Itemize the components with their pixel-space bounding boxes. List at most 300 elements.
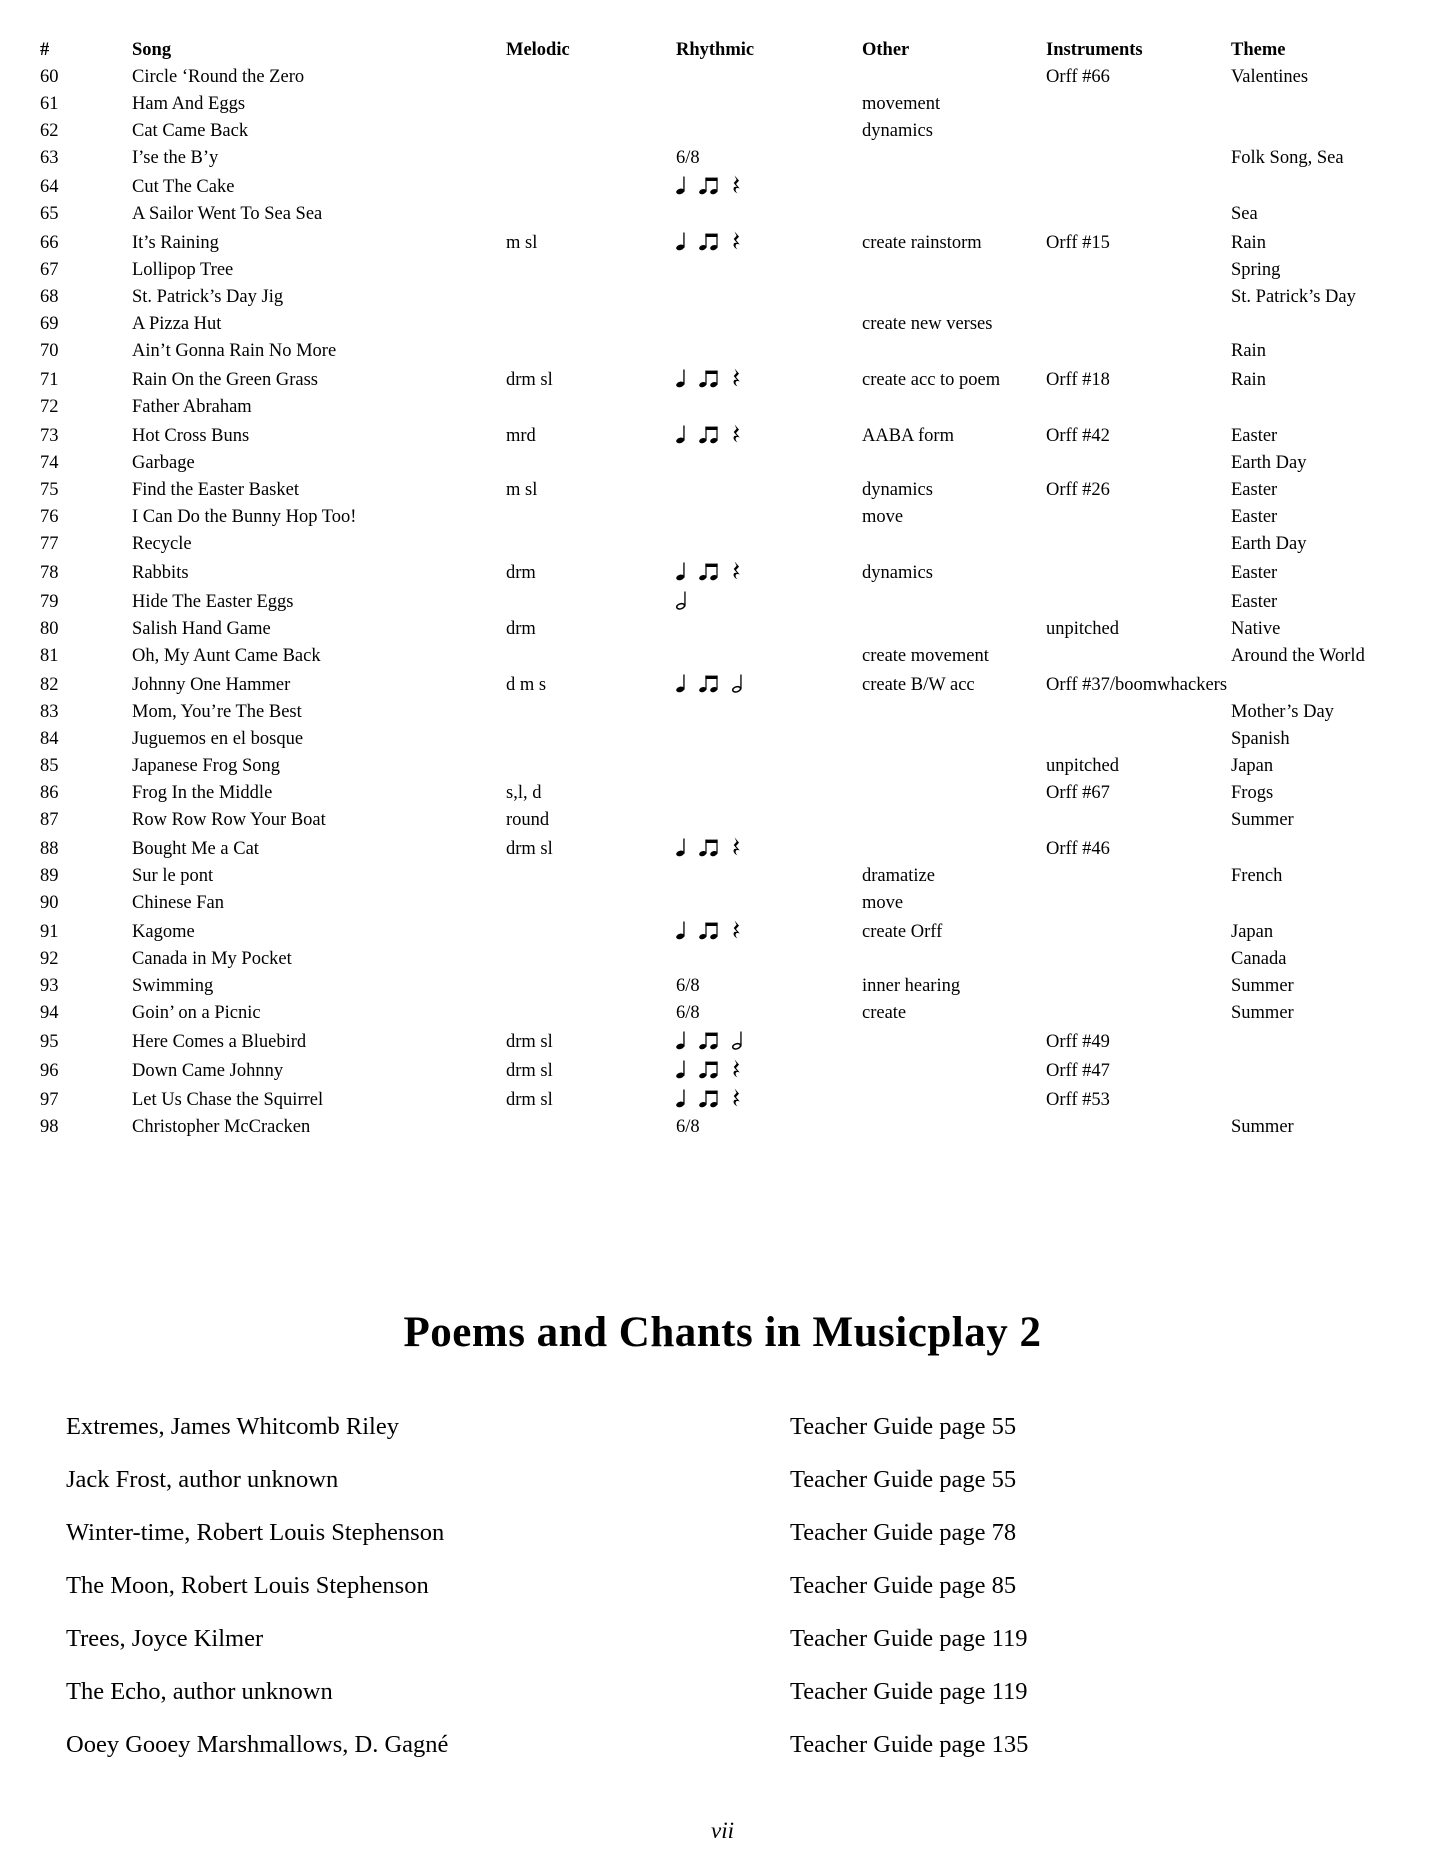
cell-melodic xyxy=(506,753,676,780)
cell-num: 84 xyxy=(40,729,59,749)
cell-melodic: drm sl xyxy=(506,1090,553,1110)
cell-instruments xyxy=(1046,587,1231,616)
cell-song: Rabbits xyxy=(132,563,189,583)
poem-name: Jack Frost, author unknown xyxy=(66,1466,339,1493)
cell-theme xyxy=(1231,834,1445,863)
cell-num: 87 xyxy=(40,810,59,830)
cell-theme: Easter xyxy=(1231,426,1278,446)
cell-num: 88 xyxy=(40,839,59,859)
table-row xyxy=(40,780,1445,807)
cell-other: create new verses xyxy=(862,314,993,334)
eighth-pair-icon xyxy=(699,1088,719,1108)
cell-theme: Sea xyxy=(1231,204,1258,224)
cell-song: Juguemos en el bosque xyxy=(132,729,304,749)
table-row xyxy=(40,643,1445,670)
cell-other: inner hearing xyxy=(862,976,961,996)
cell-other xyxy=(862,394,1046,421)
cell-melodic xyxy=(506,118,676,145)
cell-instruments xyxy=(1046,946,1231,973)
table-row xyxy=(40,64,1445,91)
cell-other: dramatize xyxy=(862,866,935,886)
cell-instruments xyxy=(1046,504,1231,531)
cell-rhythm xyxy=(676,531,862,558)
cell-num: 90 xyxy=(40,893,59,913)
half-note-icon xyxy=(732,1030,743,1050)
cell-num: 96 xyxy=(40,1061,59,1081)
table-row xyxy=(40,616,1445,643)
cell-num: 91 xyxy=(40,922,59,942)
cell-other xyxy=(862,64,1046,91)
cell-song: I Can Do the Bunny Hop Too! xyxy=(132,507,357,527)
cell-song: Father Abraham xyxy=(132,397,252,417)
cell-other xyxy=(862,1056,1046,1085)
cell-rhythm xyxy=(676,338,862,365)
cell-melodic: drm xyxy=(506,619,536,639)
cell-theme: Earth Day xyxy=(1231,534,1307,554)
cell-song: Johnny One Hammer xyxy=(132,675,291,695)
table-row xyxy=(40,311,1445,338)
cell-num: 81 xyxy=(40,646,59,666)
cell-melodic: mrd xyxy=(506,426,536,446)
rhythm-notation xyxy=(676,673,743,693)
cell-song: Swimming xyxy=(132,976,214,996)
cell-song: Recycle xyxy=(132,534,192,554)
cell-other xyxy=(862,780,1046,807)
quarter-note-icon xyxy=(676,368,686,388)
poem-page-ref: Teacher Guide page 119 xyxy=(790,1678,1028,1705)
quarter-note-icon xyxy=(676,1059,686,1079)
cell-num: 63 xyxy=(40,148,59,168)
cell-rhythm xyxy=(676,1085,862,1114)
poem-page-ref: Teacher Guide page 119 xyxy=(790,1625,1028,1652)
cell-rhythm xyxy=(676,1000,862,1027)
cell-num: 86 xyxy=(40,783,59,803)
poem-name: Trees, Joyce Kilmer xyxy=(66,1625,264,1652)
cell-theme xyxy=(1231,394,1445,421)
time-signature: 6/8 xyxy=(676,1003,700,1023)
poem-item xyxy=(0,1559,1445,1612)
cell-song: It’s Raining xyxy=(132,233,219,253)
eighth-pair-icon xyxy=(699,1030,719,1050)
half-note-icon xyxy=(676,590,687,610)
cell-other: create B/W acc xyxy=(862,675,975,695)
cell-rhythm xyxy=(676,311,862,338)
cell-theme: Easter xyxy=(1231,507,1278,527)
rhythm-notation xyxy=(676,837,741,857)
cell-instruments xyxy=(1046,1000,1231,1027)
table-row xyxy=(40,1027,1445,1056)
cell-rhythm xyxy=(676,834,862,863)
cell-instruments: Orff #53 xyxy=(1046,1090,1110,1110)
quarter-rest-icon xyxy=(732,175,741,195)
cell-song: Lollipop Tree xyxy=(132,260,234,280)
cell-rhythm xyxy=(676,450,862,477)
cell-theme: Summer xyxy=(1231,810,1294,830)
poem-item xyxy=(0,1506,1445,1559)
poem-name: Extremes, James Whitcomb Riley xyxy=(66,1413,399,1440)
poems-section-title: Poems and Chants in Musicplay 2 xyxy=(403,1309,1042,1356)
cell-song: Japanese Frog Song xyxy=(132,756,280,776)
cell-theme: Native xyxy=(1231,619,1281,639)
cell-theme: Japan xyxy=(1231,756,1274,776)
cell-instruments xyxy=(1046,726,1231,753)
cell-other xyxy=(862,753,1046,780)
eighth-pair-icon xyxy=(699,673,719,693)
cell-num: 70 xyxy=(40,341,59,361)
table-row xyxy=(40,670,1445,699)
half-note-icon xyxy=(732,673,743,693)
time-signature: 6/8 xyxy=(676,976,700,996)
table-row xyxy=(40,917,1445,946)
poem-page-ref: Teacher Guide page 55 xyxy=(790,1413,1017,1440)
column-header-rhythmic: Rhythmic xyxy=(676,40,755,60)
rhythm-notation xyxy=(676,1030,743,1050)
column-header-theme: Theme xyxy=(1231,40,1286,60)
cell-instruments xyxy=(1046,201,1231,228)
cell-num: 92 xyxy=(40,949,59,969)
cell-instruments: Orff #18 xyxy=(1046,370,1110,390)
column-header-num: # xyxy=(40,40,50,60)
cell-theme: Easter xyxy=(1231,563,1278,583)
table-row xyxy=(40,394,1445,421)
cell-instruments: Orff #42 xyxy=(1046,426,1110,446)
cell-instruments xyxy=(1046,257,1231,284)
page-number: vii xyxy=(711,1818,734,1843)
cell-num: 95 xyxy=(40,1032,59,1052)
cell-song: Chinese Fan xyxy=(132,893,224,913)
table-row xyxy=(40,284,1445,311)
cell-theme xyxy=(1231,311,1445,338)
cell-theme: French xyxy=(1231,866,1283,886)
cell-rhythm xyxy=(676,1114,862,1141)
cell-rhythm xyxy=(676,973,862,1000)
column-header-song: Song xyxy=(132,40,172,60)
cell-melodic xyxy=(506,726,676,753)
cell-instruments xyxy=(1046,450,1231,477)
cell-rhythm xyxy=(676,753,862,780)
table-row xyxy=(40,1056,1445,1085)
cell-num: 97 xyxy=(40,1090,59,1110)
poem-name: Winter-time, Robert Louis Stephenson xyxy=(66,1519,445,1546)
cell-song: Christopher McCracken xyxy=(132,1117,311,1137)
cell-other xyxy=(862,587,1046,616)
column-header-melodic: Melodic xyxy=(506,40,570,60)
table-row xyxy=(40,587,1445,616)
cell-other xyxy=(862,1085,1046,1114)
cell-theme: Frogs xyxy=(1231,783,1274,803)
rhythm-notation xyxy=(676,368,741,388)
rhythm-notation xyxy=(676,424,741,444)
cell-rhythm xyxy=(676,616,862,643)
cell-rhythm xyxy=(676,477,862,504)
eighth-pair-icon xyxy=(699,175,719,195)
cell-rhythm xyxy=(676,807,862,834)
rhythm-notation xyxy=(676,1003,700,1030)
cell-instruments: Orff #37/boomwhackers xyxy=(1046,675,1228,695)
cell-instruments: Orff #49 xyxy=(1046,1032,1110,1052)
cell-song: Find the Easter Basket xyxy=(132,480,299,500)
quarter-rest-icon xyxy=(732,424,741,444)
cell-rhythm xyxy=(676,726,862,753)
cell-num: 80 xyxy=(40,619,59,639)
poem-page-ref: Teacher Guide page 135 xyxy=(790,1731,1029,1758)
cell-num: 60 xyxy=(40,67,59,87)
rhythm-notation xyxy=(676,231,741,251)
rhythm-notation xyxy=(676,1059,741,1079)
cell-instruments xyxy=(1046,917,1231,946)
table-row xyxy=(40,228,1445,257)
cell-num: 83 xyxy=(40,702,59,722)
cell-instruments xyxy=(1046,890,1231,917)
cell-theme: Summer xyxy=(1231,1003,1294,1023)
cell-num: 89 xyxy=(40,866,59,886)
cell-melodic xyxy=(506,284,676,311)
cell-melodic xyxy=(506,338,676,365)
cell-instruments: Orff #66 xyxy=(1046,67,1110,87)
cell-num: 66 xyxy=(40,233,59,253)
cell-song: Cat Came Back xyxy=(132,121,249,141)
table-row xyxy=(40,699,1445,726)
cell-other xyxy=(862,1027,1046,1056)
cell-instruments: Orff #15 xyxy=(1046,233,1110,253)
cell-other xyxy=(862,450,1046,477)
cell-melodic xyxy=(506,257,676,284)
cell-melodic xyxy=(506,643,676,670)
table-row xyxy=(40,753,1445,780)
cell-melodic xyxy=(506,863,676,890)
cell-num: 72 xyxy=(40,397,59,417)
cell-song: Sur le pont xyxy=(132,866,214,886)
cell-instruments xyxy=(1046,118,1231,145)
cell-song: Row Row Row Your Boat xyxy=(132,810,326,830)
cell-rhythm xyxy=(676,1027,862,1056)
quarter-rest-icon xyxy=(732,920,741,940)
quarter-rest-icon xyxy=(732,231,741,251)
cell-song: Circle ‘Round the Zero xyxy=(132,67,305,87)
cell-song: Frog In the Middle xyxy=(132,783,273,803)
cell-other: create rainstorm xyxy=(862,233,982,253)
cell-rhythm xyxy=(676,1056,862,1085)
cell-other xyxy=(862,834,1046,863)
cell-rhythm xyxy=(676,228,862,257)
cell-melodic xyxy=(506,699,676,726)
cell-other xyxy=(862,201,1046,228)
cell-rhythm xyxy=(676,257,862,284)
rhythm-notation xyxy=(676,1088,741,1108)
cell-song: I’se the B’y xyxy=(132,148,219,168)
cell-song: Ain’t Gonna Rain No More xyxy=(132,341,337,361)
cell-theme xyxy=(1231,172,1445,201)
cell-melodic xyxy=(506,172,676,201)
cell-other: create movement xyxy=(862,646,989,666)
cell-instruments: unpitched xyxy=(1046,756,1119,776)
cell-num: 76 xyxy=(40,507,59,527)
cell-melodic xyxy=(506,1114,676,1141)
cell-melodic xyxy=(506,64,676,91)
cell-num: 93 xyxy=(40,976,59,996)
quarter-rest-icon xyxy=(732,368,741,388)
quarter-note-icon xyxy=(676,1030,686,1050)
cell-num: 98 xyxy=(40,1117,59,1137)
cell-instruments xyxy=(1046,91,1231,118)
cell-num: 62 xyxy=(40,121,59,141)
cell-num: 94 xyxy=(40,1003,59,1023)
cell-melodic xyxy=(506,1000,676,1027)
cell-song: Rain On the Green Grass xyxy=(132,370,318,390)
quarter-note-icon xyxy=(676,424,686,444)
cell-song: Let Us Chase the Squirrel xyxy=(132,1090,324,1110)
cell-melodic xyxy=(506,450,676,477)
cell-instruments xyxy=(1046,863,1231,890)
eighth-pair-icon xyxy=(699,368,719,388)
cell-instruments: Orff #67 xyxy=(1046,783,1110,803)
cell-rhythm xyxy=(676,863,862,890)
cell-other xyxy=(862,946,1046,973)
cell-theme: Easter xyxy=(1231,480,1278,500)
table-row xyxy=(40,91,1445,118)
cell-theme xyxy=(1231,1085,1445,1114)
table-row xyxy=(40,421,1445,450)
cell-theme: Summer xyxy=(1231,1117,1294,1137)
cell-melodic xyxy=(506,973,676,1000)
table-row xyxy=(40,338,1445,365)
cell-theme: Rain xyxy=(1231,233,1266,253)
cell-rhythm xyxy=(676,284,862,311)
song-index-table xyxy=(40,37,1445,1141)
poem-item xyxy=(0,1453,1445,1506)
quarter-rest-icon xyxy=(732,837,741,857)
poem-name: Ooey Gooey Marshmallows, D. Gagné xyxy=(66,1731,449,1758)
cell-instruments: unpitched xyxy=(1046,619,1119,639)
cell-other: create xyxy=(862,1003,907,1023)
cell-melodic xyxy=(506,890,676,917)
cell-other xyxy=(862,1114,1046,1141)
cell-instruments xyxy=(1046,558,1231,587)
time-signature: 6/8 xyxy=(676,1117,700,1137)
poem-item xyxy=(0,1718,1445,1771)
cell-theme xyxy=(1231,890,1445,917)
cell-instruments xyxy=(1046,531,1231,558)
cell-instruments xyxy=(1046,284,1231,311)
quarter-note-icon xyxy=(676,231,686,251)
rhythm-notation xyxy=(676,148,700,175)
cell-rhythm xyxy=(676,780,862,807)
poem-list xyxy=(0,1400,1445,1771)
table-row xyxy=(40,450,1445,477)
quarter-note-icon xyxy=(676,837,686,857)
cell-song: St. Patrick’s Day Jig xyxy=(132,287,284,307)
eighth-pair-icon xyxy=(699,424,719,444)
table-row xyxy=(40,531,1445,558)
quarter-rest-icon xyxy=(732,561,741,581)
cell-num: 77 xyxy=(40,534,59,554)
table-row xyxy=(40,890,1445,917)
cell-instruments xyxy=(1046,338,1231,365)
cell-theme: Earth Day xyxy=(1231,453,1307,473)
cell-song: Cut The Cake xyxy=(132,177,235,197)
cell-theme xyxy=(1231,91,1445,118)
eighth-pair-icon xyxy=(699,1059,719,1079)
cell-instruments xyxy=(1046,699,1231,726)
cell-instruments xyxy=(1046,145,1231,172)
cell-num: 75 xyxy=(40,480,59,500)
eighth-pair-icon xyxy=(699,231,719,251)
cell-rhythm xyxy=(676,64,862,91)
cell-song: Mom, You’re The Best xyxy=(132,702,302,722)
cell-other: move xyxy=(862,507,904,527)
cell-melodic: d m s xyxy=(506,675,547,695)
cell-num: 68 xyxy=(40,287,59,307)
table-row xyxy=(40,257,1445,284)
cell-instruments xyxy=(1046,394,1231,421)
table-row xyxy=(40,365,1445,394)
column-header-other: Other xyxy=(862,40,910,60)
cell-num: 79 xyxy=(40,592,59,612)
cell-instruments xyxy=(1046,311,1231,338)
cell-melodic xyxy=(506,917,676,946)
song-index-table-body xyxy=(40,64,1445,1141)
eighth-pair-icon xyxy=(699,561,719,581)
table-row xyxy=(40,558,1445,587)
cell-other xyxy=(862,616,1046,643)
cell-melodic xyxy=(506,145,676,172)
cell-num: 71 xyxy=(40,370,59,390)
rhythm-notation xyxy=(676,1117,700,1144)
cell-rhythm xyxy=(676,587,862,616)
cell-song: Goin’ on a Picnic xyxy=(132,1003,261,1023)
cell-melodic: s,l, d xyxy=(506,783,542,803)
cell-other xyxy=(862,172,1046,201)
header-row xyxy=(40,37,1445,64)
cell-rhythm xyxy=(676,365,862,394)
cell-num: 64 xyxy=(40,177,59,197)
cell-theme: Around the World xyxy=(1231,646,1365,666)
cell-theme: Folk Song, Sea xyxy=(1231,148,1344,168)
table-row xyxy=(40,172,1445,201)
cell-melodic: drm sl xyxy=(506,370,553,390)
cell-theme: St. Patrick’s Day xyxy=(1231,287,1356,307)
cell-song: A Pizza Hut xyxy=(132,314,222,334)
cell-song: A Sailor Went To Sea Sea xyxy=(132,204,323,224)
rhythm-notation xyxy=(676,561,741,581)
cell-num: 69 xyxy=(40,314,59,334)
cell-melodic: m sl xyxy=(506,233,538,253)
cell-other xyxy=(862,726,1046,753)
song-index-table-header xyxy=(40,37,1445,64)
cell-theme: Mother’s Day xyxy=(1231,702,1334,722)
cell-rhythm xyxy=(676,145,862,172)
cell-theme: Valentines xyxy=(1231,67,1309,87)
poem-item xyxy=(0,1612,1445,1665)
quarter-note-icon xyxy=(676,1088,686,1108)
table-row xyxy=(40,834,1445,863)
cell-rhythm xyxy=(676,917,862,946)
poem-page-ref: Teacher Guide page 78 xyxy=(790,1519,1017,1546)
cell-melodic xyxy=(506,311,676,338)
rhythm-notation xyxy=(676,590,687,610)
cell-instruments xyxy=(1046,172,1231,201)
cell-theme: Summer xyxy=(1231,976,1294,996)
cell-other xyxy=(862,338,1046,365)
rhythm-notation xyxy=(676,920,741,940)
cell-rhythm xyxy=(676,421,862,450)
cell-rhythm xyxy=(676,946,862,973)
table-row xyxy=(40,477,1445,504)
cell-melodic: drm sl xyxy=(506,1032,553,1052)
cell-num: 73 xyxy=(40,426,59,446)
cell-song: Hide The Easter Eggs xyxy=(132,592,294,612)
cell-melodic: drm sl xyxy=(506,839,553,859)
